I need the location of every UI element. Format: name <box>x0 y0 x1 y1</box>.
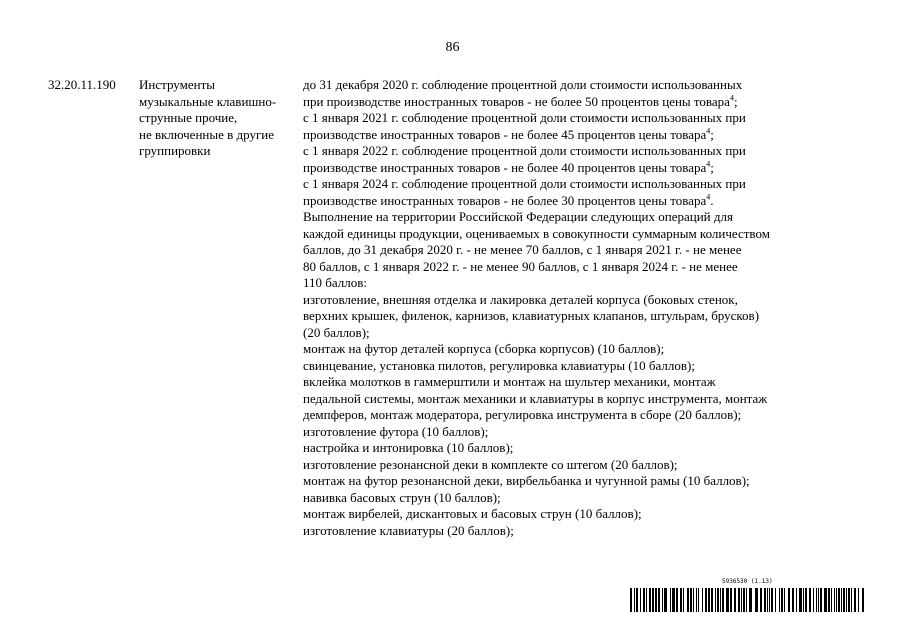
requirement-line-text: изготовление резонансной деки в комплекте со штегом (20 баллов); <box>303 456 678 472</box>
requirement-line <box>303 259 863 276</box>
requirement-line <box>303 77 863 94</box>
requirement-line <box>303 127 863 144</box>
barcode-bar <box>702 588 703 612</box>
requirement-line-text: (20 баллов); <box>303 324 370 340</box>
barcode-bar <box>662 588 663 612</box>
barcode-bar <box>741 588 742 612</box>
requirement-line-text: монтаж на футор деталей корпуса (сборка корпусов) (10 баллов); <box>303 341 665 356</box>
barcode-bar <box>779 588 780 612</box>
barcode-bar <box>851 588 852 612</box>
barcode-bar <box>854 588 856 612</box>
requirement-line-text: с 1 января 2021 г. соблюдение процентной доли стоимости использованных при <box>303 110 746 125</box>
requirement-line-punctuation: ; <box>710 159 714 175</box>
barcode-bar <box>680 588 682 612</box>
barcode-bar <box>760 588 762 612</box>
barcode-label: 5936530 (1.13) <box>722 578 773 585</box>
requirement-line <box>303 407 863 424</box>
barcode-bar <box>848 588 850 612</box>
barcode-bar <box>769 588 770 612</box>
barcode-bar <box>838 588 840 612</box>
barcode-bar <box>831 588 832 612</box>
requirement-line <box>303 160 863 177</box>
requirement-line-text: монтаж на футор резонансной деки, вирбельбанка и чугунной рамы (10 баллов); <box>303 473 750 488</box>
footnote-marker: 4 <box>729 93 734 103</box>
requirement-line <box>303 325 863 342</box>
barcode-bar <box>813 588 814 612</box>
requirement-line <box>303 110 863 127</box>
requirement-line <box>303 308 863 325</box>
requirement-line-text: при производстве иностранных товаров - не более 50 процентов цены товара <box>303 93 730 109</box>
barcode-bar <box>711 588 713 612</box>
requirement-line-text: 110 баллов: <box>303 275 367 290</box>
requirement-line <box>303 226 863 243</box>
barcode-bar <box>775 588 776 612</box>
barcode-bar <box>705 588 707 612</box>
product-name-line: музыкальные клавишно- <box>139 93 277 109</box>
barcode-bar <box>858 588 859 612</box>
requirement-line-text: демпферов, монтаж модератора, регулировка инструмента в сборе (20 баллов); <box>303 407 742 422</box>
product-name-line: группировки <box>139 143 211 158</box>
product-name-line: струнные прочие, <box>139 110 238 125</box>
barcode-bar <box>693 588 694 612</box>
barcode-bar <box>720 588 721 612</box>
barcode-bar <box>726 588 729 612</box>
barcode-bar <box>862 588 864 612</box>
barcode-bar <box>834 588 835 612</box>
requirement-line-text: свинцевание, установка пилотов, регулировка клавиатуры (10 баллов); <box>303 357 695 373</box>
barcode-bar <box>805 588 807 612</box>
requirement-line-punctuation: . <box>710 192 714 208</box>
requirement-line <box>303 440 863 457</box>
barcode-bar <box>687 588 689 612</box>
barcode-bar <box>698 588 699 612</box>
barcode-bar <box>836 588 837 612</box>
requirement-line-text: с 1 января 2024 г. соблюдение процентной доли стоимости использованных при <box>303 176 746 191</box>
barcode-bar <box>828 588 830 612</box>
requirement-line <box>303 523 863 540</box>
product-name-line: Инструменты <box>139 77 215 92</box>
footnote-marker: 4 <box>706 159 711 169</box>
requirement-line-text: педальной системы, монтаж механики и клавиатуры в корпус инструмента, монтаж <box>303 390 768 406</box>
barcode-bar <box>824 588 827 612</box>
barcode-bar <box>670 588 671 612</box>
footnote-marker: 4 <box>706 126 711 136</box>
barcode-bar <box>643 588 645 612</box>
requirement-line <box>303 490 863 507</box>
requirement-line-text: 80 баллов, с 1 января 2022 г. - не менее 90 баллов, с 1 января 2024 г. - не менее <box>303 258 738 274</box>
barcode-bar <box>730 588 732 612</box>
barcode-bar <box>672 588 675 612</box>
barcode-bar <box>634 588 635 612</box>
barcode-bar <box>796 588 797 612</box>
barcode-bar <box>683 588 684 612</box>
requirement-line-text: навивка басовых струн (10 баллов); <box>303 489 501 505</box>
barcode-bar <box>841 588 842 612</box>
barcode-bar <box>658 588 660 612</box>
requirement-line <box>303 275 863 292</box>
requirement-line-text: монтаж вирбелей, дискантовых и басовых струн (10 баллов); <box>303 506 642 521</box>
requirement-line <box>303 506 863 523</box>
requirement-line-punctuation: ; <box>733 93 738 109</box>
requirement-line <box>303 457 863 474</box>
barcode-image <box>630 588 866 612</box>
requirement-line-text: изготовление, внешняя отделка и лакировка деталей корпуса (боковых стенок, <box>303 291 738 307</box>
footnote-marker: 4 <box>706 192 711 202</box>
barcode-bar <box>646 588 647 612</box>
requirement-line <box>303 193 863 210</box>
requirement-line-text: изготовление клавиатуры (20 баллов); <box>303 522 514 538</box>
barcode-bar <box>764 588 766 612</box>
barcode-bar <box>816 588 817 612</box>
requirement-line <box>303 424 863 441</box>
barcode-bar <box>734 588 736 612</box>
barcode-bar <box>655 588 657 612</box>
barcode-bar <box>784 588 785 612</box>
barcode-bar <box>690 588 692 612</box>
barcode-bar <box>722 588 724 612</box>
barcode-bar <box>820 588 822 612</box>
barcode-bar <box>809 588 811 612</box>
requirement-line <box>303 176 863 193</box>
barcode-bar <box>755 588 758 612</box>
barcode-bar <box>636 588 638 612</box>
requirement-line <box>303 94 863 111</box>
product-code: 32.20.11.190 <box>48 77 116 92</box>
requirement-line-text: вклейка молотков в гаммерштили и монтаж на шультер механики, монтаж <box>303 374 716 389</box>
requirement-line <box>303 242 863 259</box>
barcode-bar <box>749 588 752 612</box>
product-name-line: не включенные в другие <box>139 126 275 142</box>
requirement-line-text: до 31 декабря 2020 г. соблюдение процентной доли стоимости использованных <box>303 77 743 92</box>
barcode-bar <box>708 588 710 612</box>
barcode-bar <box>843 588 845 612</box>
requirement-line-text: производстве иностранных товаров - не более 30 процентов цены товара <box>303 192 707 208</box>
requirement-line <box>303 292 863 309</box>
requirement-line <box>303 341 863 358</box>
requirement-line-text: Выполнение на территории Российской Федерации следующих операций для <box>303 209 733 224</box>
barcode-bar <box>799 588 802 612</box>
requirement-line-text: производстве иностранных товаров - не более 45 процентов цены товара <box>303 126 707 142</box>
requirement-line <box>303 209 863 226</box>
requirement-line-text: каждой единицы продукции, оцениваемых в совокупности суммарным количеством <box>303 225 770 241</box>
barcode-bar <box>738 588 740 612</box>
requirement-line <box>303 358 863 375</box>
page-number: 86 <box>445 40 460 55</box>
requirement-line <box>303 374 863 391</box>
barcode-bar <box>771 588 773 612</box>
barcode-bar <box>640 588 641 612</box>
barcode-bar <box>743 588 745 612</box>
barcode-bar <box>717 588 719 612</box>
barcode-bar <box>767 588 768 612</box>
requirements-text <box>303 77 863 539</box>
barcode-bar <box>696 588 697 612</box>
requirement-line-text: настройка и интонировка (10 баллов); <box>303 440 514 455</box>
barcode-bar <box>746 588 747 612</box>
requirement-line-text: баллов, до 31 декабря 2020 г. - не менее 70 баллов, с 1 января 2021 г. - не менее <box>303 242 742 257</box>
barcode-bar <box>792 588 794 612</box>
requirement-line-text: производстве иностранных товаров - не более 40 процентов цены товара <box>303 159 707 175</box>
barcode-bar <box>803 588 804 612</box>
product-name <box>139 77 309 160</box>
requirement-line <box>303 391 863 408</box>
barcode-bar <box>652 588 654 612</box>
barcode-bar <box>788 588 790 612</box>
barcode-bar <box>781 588 783 612</box>
barcode-bar <box>846 588 847 612</box>
barcode-bar <box>664 588 667 612</box>
requirement-line-punctuation: ; <box>710 126 714 142</box>
barcode-bar <box>818 588 819 612</box>
barcode-bar <box>715 588 716 612</box>
requirement-line-text: верхних крышек, филенок, карнизов, клавиатурных клапанов, штульрам, брусков) <box>303 308 760 323</box>
requirement-line-text: изготовление футора (10 баллов); <box>303 423 489 439</box>
requirement-line-text: с 1 января 2022 г. соблюдение процентной доли стоимости использованных при <box>303 143 746 158</box>
requirement-line <box>303 143 863 160</box>
barcode-bar <box>630 588 632 612</box>
barcode-bar <box>676 588 678 612</box>
barcode-bar <box>649 588 651 612</box>
requirement-line <box>303 473 863 490</box>
